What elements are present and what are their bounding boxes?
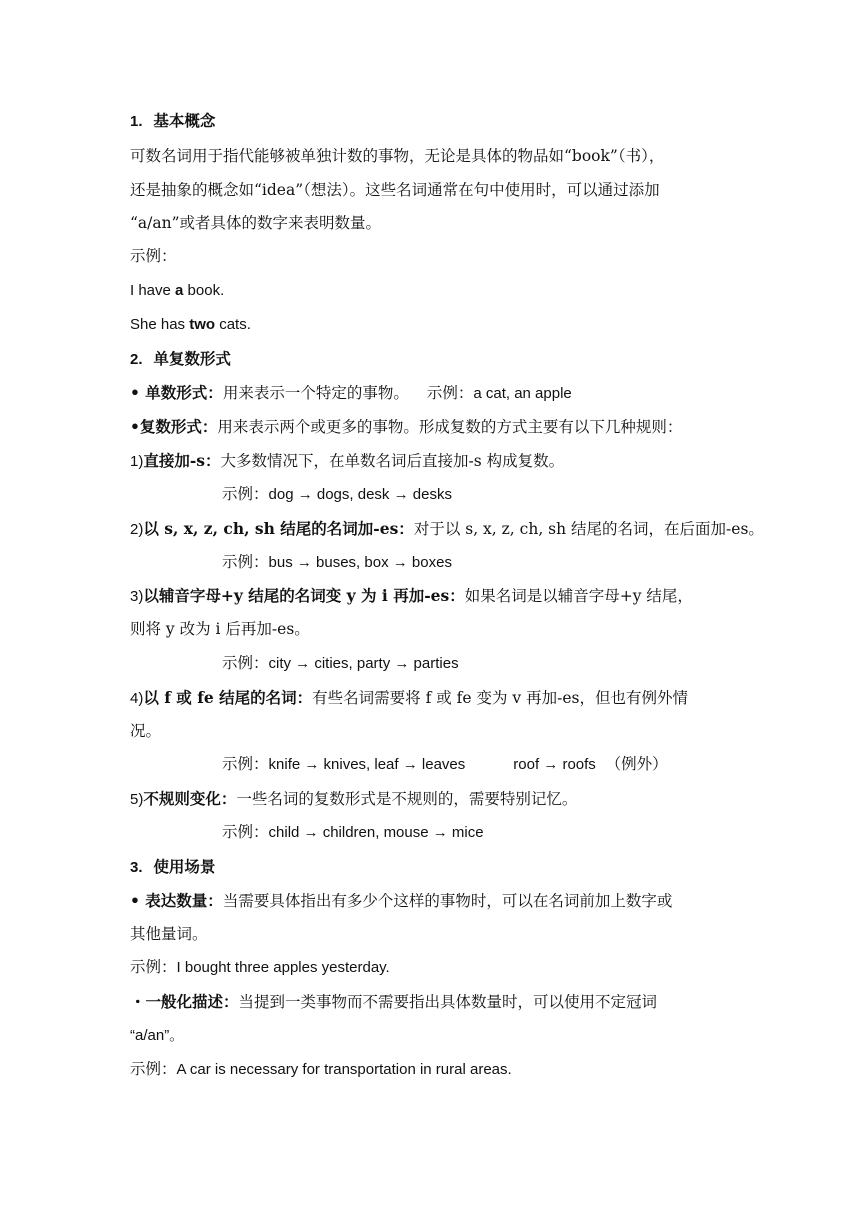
rule-2-example: 示例：bus → buses, box → boxes (222, 553, 452, 571)
s1-example-label: 示例： (130, 247, 177, 265)
rule-1-line: 1)直接加-s：大多数情况下，在单数名词后直接加-s 构成复数。 (130, 451, 565, 470)
rule-4-line-2: 况。 (130, 722, 162, 740)
s1-paragraph-line-2: 还是抽象的概念如“idea”（想法）。这些名词通常在句中使用时，可以通过添加 (130, 181, 660, 199)
usage-quantity-example: 示例：I bought three apples yesterday. (130, 958, 390, 976)
rule-3-line-2: 则将 y 改为 i 后再加-es。 (130, 620, 310, 638)
s1-example-1: I have a book. (130, 282, 225, 299)
usage-general-line: ・一般化描述：当提到一类事物而不需要指出具体数量时，可以使用不定冠词 (130, 992, 658, 1011)
section-1-heading: 1. 基本概念 (130, 111, 216, 130)
rule-3-example: 示例：city → cities, party → parties (222, 654, 459, 672)
section-3-heading: 3. 使用场景 (130, 857, 216, 876)
rule-5-line: 5)不规则变化：一些名词的复数形式是不规则的，需要特别记忆。 (130, 789, 578, 808)
s1-paragraph-line-3: “a/an”或者具体的数字来表明数量。 (130, 214, 382, 232)
s1-example-2: She has two cats. (130, 316, 251, 333)
rule-4-example: 示例：knife → knives, leaf → leaves roof → roofs （例外） (222, 755, 668, 773)
s1-paragraph-line-1: 可数名词用于指代能够被单独计数的事物，无论是具体的物品如“book”（书）， (130, 147, 665, 165)
usage-quantity-line-2: 其他量词。 (130, 925, 208, 943)
usage-general-line-2: “a/an”。 (130, 1027, 185, 1044)
rule-5-example: 示例：child → children, mouse → mice (222, 823, 484, 841)
rule-4-line: 4)以 f 或 fe 结尾的名词：有些名词需要将 f 或 fe 变为 v 再加-es，但也有例外情 (130, 688, 688, 707)
rule-1-example: 示例：dog → dogs, desk → desks (222, 485, 452, 503)
usage-quantity-line: • 表达数量：当需要具体指出有多少个这样的事物时，可以在名词前加上数字或 (130, 891, 673, 910)
singular-form-line: • 单数形式：用来表示一个特定的事物。 示例：a cat, an apple (130, 383, 572, 402)
rule-2-line: 2)以 s, x, z, ch, sh 结尾的名词加-es：对于以 s, x, z, ch, sh 结尾的名词，在后面加-es。 (130, 519, 764, 538)
plural-form-line: •复数形式：用来表示两个或更多的事物。形成复数的方式主要有以下几种规则： (130, 417, 683, 436)
usage-general-example: 示例：A car is necessary for transportation in rural areas. (130, 1060, 512, 1078)
section-2-heading: 2. 单复数形式 (130, 349, 231, 368)
rule-3-line: 3)以辅音字母+y 结尾的名词变 y 为 i 再加-es：如果名词是以辅音字母+y 结尾， (130, 586, 693, 605)
